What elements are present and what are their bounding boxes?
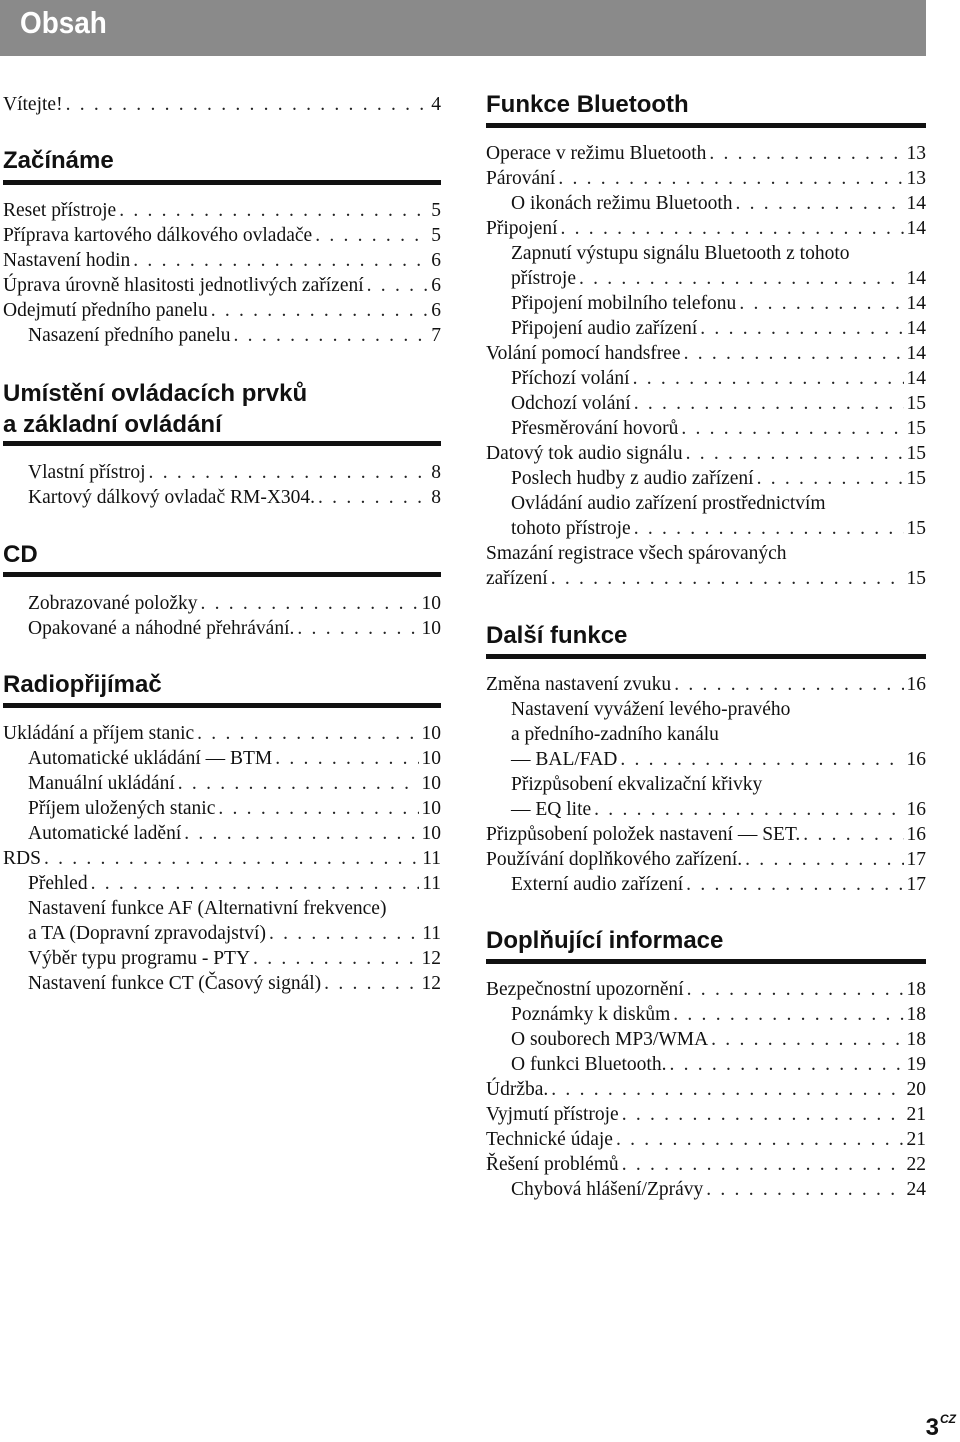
toc-subentry[interactable] xyxy=(511,1177,926,1202)
toc-entry-page: 15 xyxy=(906,568,926,589)
toc-entry-page: 6 xyxy=(431,250,441,271)
section-rule xyxy=(3,441,441,446)
toc-entry-page: 13 xyxy=(906,143,926,164)
dot-leader xyxy=(684,341,904,366)
toc-entry-page: 5 xyxy=(431,200,441,221)
toc-subentry[interactable] xyxy=(511,516,926,541)
dot-leader xyxy=(757,466,904,491)
dot-leader xyxy=(681,416,903,441)
dot-leader xyxy=(269,921,419,946)
toc-entry-page: 14 xyxy=(906,343,926,364)
dot-leader xyxy=(253,946,418,971)
toc-entry-page: 15 xyxy=(906,393,926,414)
toc-subentry[interactable] xyxy=(28,921,441,946)
toc-subentry[interactable] xyxy=(28,460,441,485)
page-number-value: 3 xyxy=(925,1414,939,1441)
toc-entry-label: Volání pomocí handsfree xyxy=(486,343,681,364)
toc-entry-label: Reset přístroje xyxy=(3,200,117,221)
toc-entry-page: 13 xyxy=(906,168,926,189)
toc-entry-label: Příjem uložených stanic xyxy=(28,798,216,819)
toc-subentry[interactable] xyxy=(28,821,441,846)
toc-entry-page: 10 xyxy=(421,798,441,819)
section-title-zaciname: Začínáme xyxy=(3,147,114,174)
toc-entry-label: Vyjmutí přístroje xyxy=(486,1104,619,1125)
toc-entry[interactable] xyxy=(486,672,926,697)
toc-left-column xyxy=(3,0,441,1440)
toc-subentry[interactable] xyxy=(28,971,441,996)
toc-subentry[interactable] xyxy=(511,291,926,316)
dot-leader xyxy=(66,92,429,117)
section-title-funkce-bluetooth: Funkce Bluetooth xyxy=(486,91,689,118)
toc-entry-page: 24 xyxy=(906,1179,926,1200)
toc-entry-page: 18 xyxy=(906,1004,926,1025)
toc-entry[interactable] xyxy=(3,198,441,223)
section-rule xyxy=(486,123,926,128)
toc-entry-page: 11 xyxy=(422,848,441,869)
toc-entry[interactable] xyxy=(486,341,926,366)
toc-entry-page: 10 xyxy=(421,593,441,614)
toc-entry-page: 4 xyxy=(431,94,441,115)
dot-leader xyxy=(687,977,904,1002)
toc-entry[interactable] xyxy=(486,566,926,591)
dot-leader xyxy=(318,485,428,510)
toc-entry-label: — EQ lite xyxy=(511,799,592,820)
toc-entry-page: 16 xyxy=(906,749,926,770)
toc-entry-label: Vlastní přístroj xyxy=(28,462,146,483)
toc-entry[interactable] xyxy=(486,1077,926,1102)
toc-subentry[interactable] xyxy=(511,316,926,341)
dot-leader xyxy=(686,441,904,466)
toc-subentry[interactable] xyxy=(511,1052,926,1077)
toc-entry-label: Připojení xyxy=(486,218,558,239)
toc-entry-label: Poslech hudby z audio zařízení xyxy=(511,468,754,489)
toc-entry[interactable] xyxy=(3,223,441,248)
toc-entry-page: 11 xyxy=(422,873,441,894)
toc-entry-label: Příprava kartového dálkového ovladače xyxy=(3,225,313,246)
dot-leader xyxy=(211,298,429,323)
toc-entry-label: a TA (Dopravní zpravodajství) xyxy=(28,923,266,944)
dot-leader xyxy=(706,1177,903,1202)
toc-entry-page: 21 xyxy=(906,1129,926,1150)
dot-leader xyxy=(197,721,418,746)
dot-leader xyxy=(673,1002,903,1027)
dot-leader xyxy=(275,746,418,771)
toc-entry[interactable] xyxy=(486,822,926,847)
toc-entry-page: 6 xyxy=(431,300,441,321)
toc-entry-label: Párování xyxy=(486,168,556,189)
section-rule xyxy=(3,572,441,577)
dot-leader xyxy=(622,1102,904,1127)
toc-entry-label: Kartový dálkový ovladač RM-X304. xyxy=(28,487,316,508)
toc-entry-label: Změna nastavení zvuku xyxy=(486,674,672,695)
toc-entry-label: Příchozí volání xyxy=(511,368,630,389)
toc-entry-label: Chybová hlášení/Zprávy xyxy=(511,1179,704,1200)
toc-entry-page: 14 xyxy=(906,293,926,314)
toc-subentry[interactable] xyxy=(511,391,926,416)
toc-entry-page: 5 xyxy=(431,225,441,246)
toc-entry[interactable] xyxy=(486,141,926,166)
page-number xyxy=(926,1412,956,1442)
toc-entry-label: Nastavení funkce CT (Časový signál) xyxy=(28,973,322,994)
section-title-doplnujici-informace: Doplňující informace xyxy=(486,927,724,954)
toc-subentry-line1[interactable]: Nastavení funkce AF (Alternativní frekvence) xyxy=(28,898,387,919)
toc-entry[interactable] xyxy=(486,977,926,1002)
toc-subentry[interactable] xyxy=(511,872,926,897)
toc-entry-page: 10 xyxy=(421,748,441,769)
toc-entry-label: Odejmutí předního panelu xyxy=(3,300,208,321)
toc-subentry[interactable] xyxy=(28,796,441,821)
dot-leader xyxy=(297,616,418,641)
toc-entry-label: tohoto přístroje xyxy=(511,518,631,539)
toc-entry[interactable] xyxy=(486,847,926,872)
dot-leader xyxy=(149,460,429,485)
toc-entry-label: Ukládání a příjem stanic xyxy=(3,723,195,744)
toc-entry-label: Externí audio zařízení xyxy=(511,874,684,895)
dot-leader xyxy=(218,796,418,821)
dot-leader xyxy=(44,846,419,871)
dot-leader xyxy=(633,366,904,391)
section-rule xyxy=(3,180,441,185)
toc-entry-label: Připojení mobilního telefonu xyxy=(511,293,737,314)
toc-subentry-line2[interactable]: a předního-zadního kanálu xyxy=(511,724,719,745)
toc-entry-page: 18 xyxy=(906,1029,926,1050)
toc-subentry[interactable] xyxy=(28,771,441,796)
toc-entry-label: Přesměrování hovorů xyxy=(511,418,679,439)
toc-subentry[interactable] xyxy=(28,485,441,510)
toc-entry-page: 6 xyxy=(431,275,441,296)
toc-entry-label: Odchozí volání xyxy=(511,393,631,414)
toc-entry-line1[interactable]: Smazání registrace všech spárovaných xyxy=(486,543,787,564)
dot-leader xyxy=(119,198,428,223)
toc-entry[interactable] xyxy=(486,441,926,466)
toc-subentry[interactable] xyxy=(28,946,441,971)
toc-entry[interactable] xyxy=(486,1102,926,1127)
page-title: Obsah xyxy=(20,5,107,40)
toc-subentry[interactable] xyxy=(511,1002,926,1027)
dot-leader xyxy=(634,516,904,541)
toc-entry-label: Vítejte! xyxy=(3,94,63,115)
dot-leader xyxy=(178,771,419,796)
toc-subentry[interactable] xyxy=(28,591,441,616)
toc-entry-page: 22 xyxy=(906,1154,926,1175)
dot-leader xyxy=(711,1027,903,1052)
dot-leader xyxy=(745,847,903,872)
toc-entry-page: 17 xyxy=(906,849,926,870)
section-rule xyxy=(486,959,926,964)
section-title-cd: CD xyxy=(3,541,38,568)
toc-entry-page: 14 xyxy=(906,268,926,289)
dot-leader xyxy=(616,1127,904,1152)
dot-leader xyxy=(133,248,428,273)
toc-right-column xyxy=(486,0,926,1440)
toc-entry-page: 21 xyxy=(906,1104,926,1125)
toc-entry-page: 8 xyxy=(431,487,441,508)
dot-leader xyxy=(709,141,903,166)
toc-entry-page: 14 xyxy=(906,218,926,239)
toc-subentry[interactable] xyxy=(511,797,926,822)
toc-entry-page: 14 xyxy=(906,318,926,339)
toc-subentry[interactable] xyxy=(511,266,926,291)
dot-leader xyxy=(620,747,903,772)
toc-entry-page: 10 xyxy=(421,773,441,794)
toc-entry-label: Opakované a náhodné přehrávání. xyxy=(28,618,295,639)
dot-leader xyxy=(674,672,903,697)
toc-entry[interactable] xyxy=(486,216,926,241)
toc-entry-page: 15 xyxy=(906,443,926,464)
dot-leader xyxy=(594,797,903,822)
toc-entry-label: Úprava úrovně hlasitosti jednotlivých zařízení xyxy=(3,275,364,296)
toc-entry-page: 16 xyxy=(906,824,926,845)
toc-entry-label: Připojení audio zařízení xyxy=(511,318,698,339)
dot-leader xyxy=(315,223,428,248)
toc-subentry[interactable] xyxy=(511,191,926,216)
section-title-umisteni-line1: Umístění ovládacích prvků xyxy=(3,380,308,407)
dot-leader xyxy=(739,291,903,316)
toc-subentry-line1[interactable]: Ovládání audio zařízení prostřednictvím xyxy=(511,493,826,514)
toc-subentry[interactable] xyxy=(28,616,441,641)
toc-entry-page: 16 xyxy=(906,799,926,820)
toc-subentry[interactable] xyxy=(511,416,926,441)
toc-entry-page: 11 xyxy=(422,923,441,944)
toc-entry[interactable] xyxy=(3,846,441,871)
toc-subentry[interactable] xyxy=(28,871,441,896)
toc-subentry-line1[interactable]: Zapnutí výstupu signálu Bluetooth z tohoto xyxy=(511,243,850,264)
toc-entry-vitejte[interactable] xyxy=(3,92,441,117)
dot-leader xyxy=(634,391,904,416)
toc-entry-label: Přizpůsobení položek nastavení — SET. xyxy=(486,824,801,845)
dot-leader xyxy=(234,323,429,348)
toc-entry-page: 10 xyxy=(421,723,441,744)
toc-entry-page: 14 xyxy=(906,368,926,389)
toc-entry-label: Nasazení předního panelu xyxy=(28,325,231,346)
toc-entry[interactable] xyxy=(3,298,441,323)
toc-entry-page: 15 xyxy=(906,518,926,539)
toc-subentry-line1[interactable]: Nastavení vyvážení levého-pravého xyxy=(511,699,791,720)
dot-leader xyxy=(551,1077,903,1102)
toc-entry-label: Řešení problémů xyxy=(486,1154,619,1175)
toc-entry-label: Údržba. xyxy=(486,1079,549,1100)
dot-leader xyxy=(561,216,904,241)
dot-leader xyxy=(558,166,903,191)
toc-entry-page: 17 xyxy=(906,874,926,895)
section-rule xyxy=(3,703,441,708)
dot-leader xyxy=(686,872,903,897)
toc-entry-label: O ikonách režimu Bluetooth xyxy=(511,193,733,214)
section-title-umisteni-line2: a základní ovládání xyxy=(3,411,222,438)
language-code: CZ xyxy=(940,1412,956,1426)
toc-entry-page: 14 xyxy=(906,193,926,214)
toc-entry[interactable] xyxy=(486,166,926,191)
toc-subentry[interactable] xyxy=(28,323,441,348)
toc-entry-page: 8 xyxy=(431,462,441,483)
toc-entry-page: 15 xyxy=(906,418,926,439)
toc-entry-page: 20 xyxy=(906,1079,926,1100)
toc-entry-label: Automatické ladění xyxy=(28,823,182,844)
toc-entry-page: 18 xyxy=(906,979,926,1000)
section-rule xyxy=(486,654,926,659)
toc-entry-label: přístroje xyxy=(511,268,576,289)
dot-leader xyxy=(324,971,418,996)
dot-leader xyxy=(579,266,904,291)
toc-entry-label: Používání doplňkového zařízení. xyxy=(486,849,743,870)
toc-entry-label: RDS xyxy=(3,848,41,869)
toc-entry[interactable] xyxy=(486,1152,926,1177)
toc-entry-label: Manuální ukládání xyxy=(28,773,175,794)
dot-leader xyxy=(367,273,429,298)
toc-entry-label: O souborech MP3/WMA xyxy=(511,1029,709,1050)
toc-subentry[interactable] xyxy=(28,746,441,771)
toc-entry-page: 16 xyxy=(906,674,926,695)
dot-leader xyxy=(91,871,420,896)
toc-entry-label: Výběr typu programu - PTY xyxy=(28,948,251,969)
toc-entry-label: Nastavení hodin xyxy=(3,250,131,271)
toc-subentry[interactable] xyxy=(511,747,926,772)
toc-entry-label: Operace v režimu Bluetooth xyxy=(486,143,707,164)
dot-leader xyxy=(184,821,418,846)
toc-entry-page: 10 xyxy=(421,618,441,639)
toc-entry-page: 10 xyxy=(421,823,441,844)
toc-entry[interactable] xyxy=(486,1127,926,1152)
toc-entry-label: — BAL/FAD xyxy=(511,749,618,770)
dot-leader xyxy=(200,591,418,616)
toc-entry-label: Datový tok audio signálu xyxy=(486,443,683,464)
section-title-dalsi-funkce: Další funkce xyxy=(486,622,628,649)
toc-entry[interactable] xyxy=(3,273,441,298)
toc-entry-label: Bezpečnostní upozornění xyxy=(486,979,684,1000)
toc-entry-label: Zobrazované položky xyxy=(28,593,198,614)
toc-entry-page: 19 xyxy=(906,1054,926,1075)
dot-leader xyxy=(551,566,904,591)
toc-subentry[interactable] xyxy=(511,366,926,391)
toc-entry-page: 12 xyxy=(421,948,441,969)
dot-leader xyxy=(803,822,903,847)
toc-entry-label: zařízení xyxy=(486,568,548,589)
toc-entry[interactable] xyxy=(3,248,441,273)
toc-subentry[interactable] xyxy=(511,466,926,491)
toc-entry-label: O funkci Bluetooth. xyxy=(511,1054,667,1075)
dot-leader xyxy=(736,191,904,216)
toc-entry[interactable] xyxy=(3,721,441,746)
toc-subentry-line1[interactable]: Přizpůsobení ekvalizační křivky xyxy=(511,774,763,795)
dot-leader xyxy=(700,316,903,341)
dot-leader xyxy=(622,1152,904,1177)
toc-subentry[interactable] xyxy=(511,1027,926,1052)
toc-entry-label: Technické údaje xyxy=(486,1129,613,1150)
toc-entry-page: 12 xyxy=(421,973,441,994)
section-title-radioprijimac: Radiopřijímač xyxy=(3,671,162,698)
dot-leader xyxy=(669,1052,903,1077)
toc-entry-label: Automatické ukládání — BTM xyxy=(28,748,273,769)
toc-entry-label: Přehled xyxy=(28,873,88,894)
toc-entry-page: 7 xyxy=(431,325,441,346)
toc-entry-page: 15 xyxy=(906,468,926,489)
toc-entry-label: Poznámky k diskům xyxy=(511,1004,671,1025)
